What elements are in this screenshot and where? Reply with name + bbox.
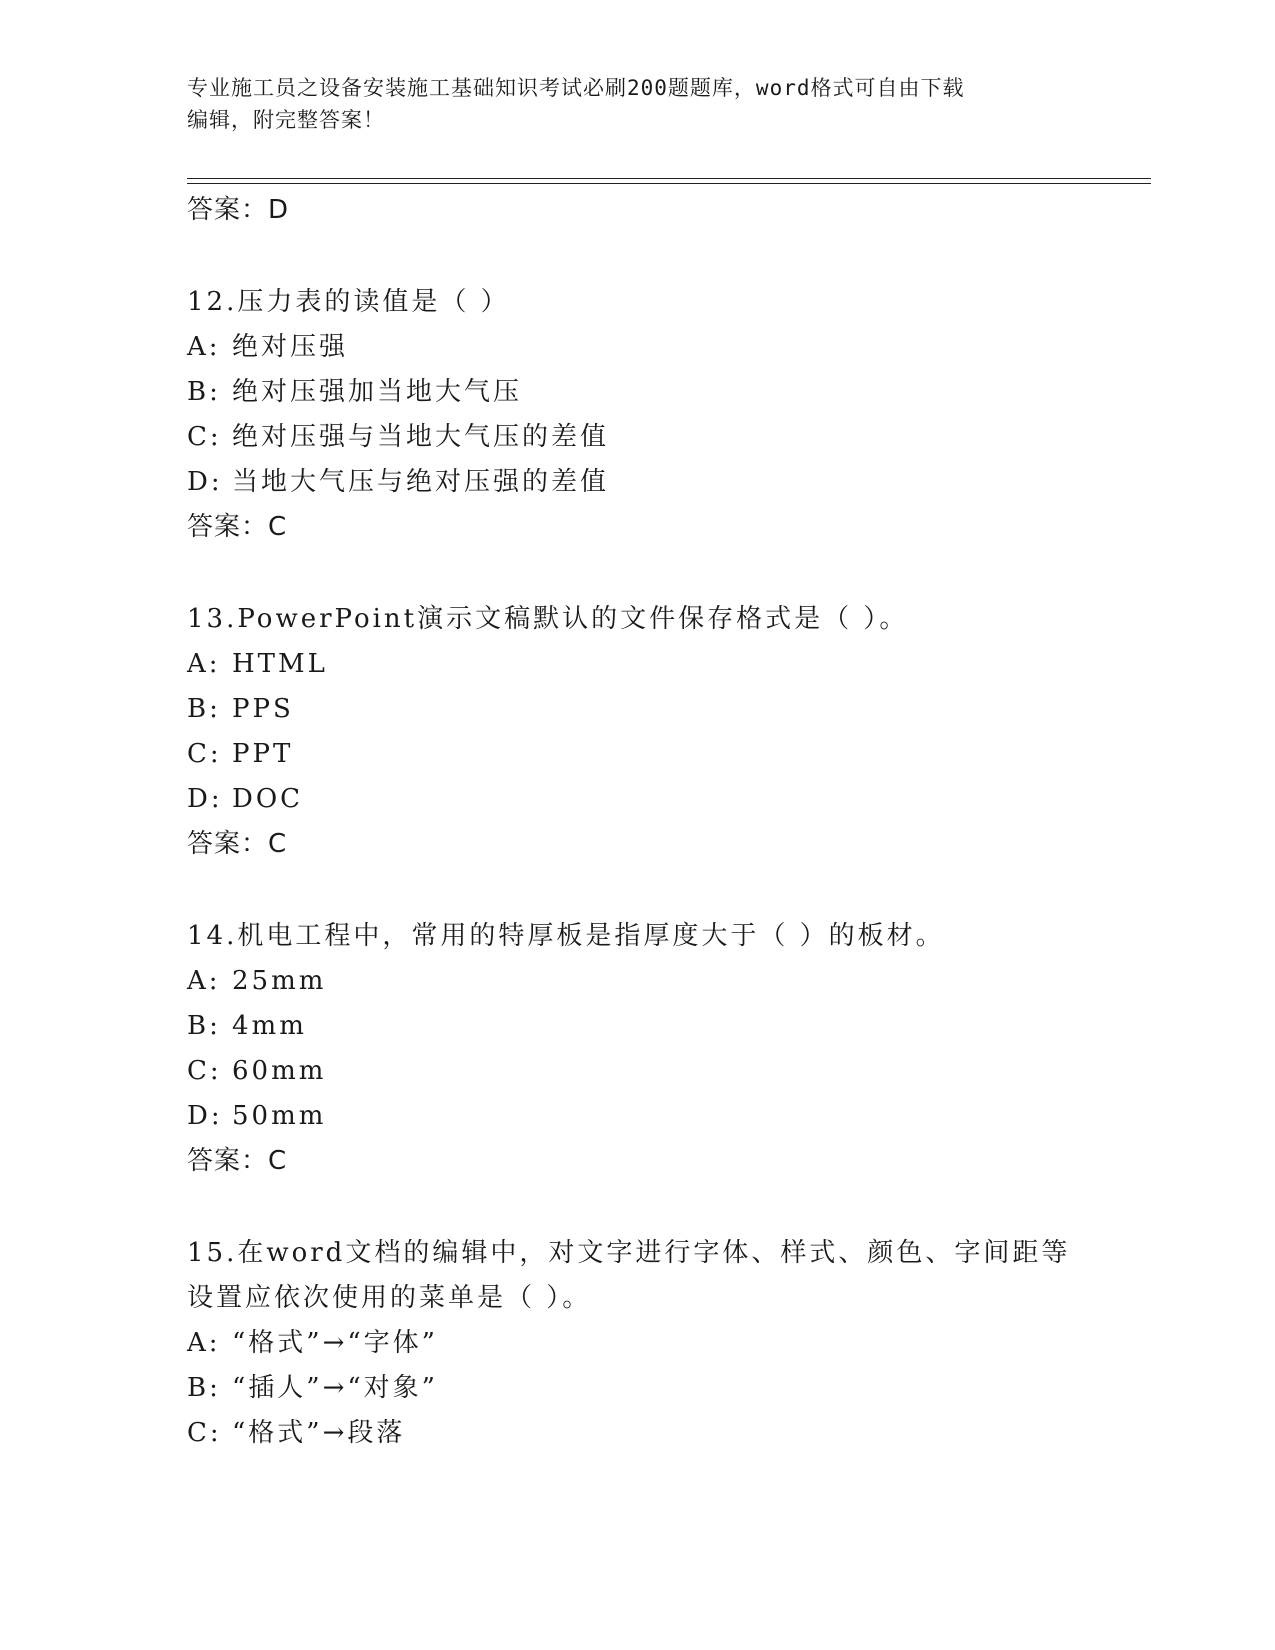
question-list [187,188,1147,1456]
question-stem: 15.在word文档的编辑中，对文字进行字体、样式、颜色、字间距等 [187,1238,1071,1268]
option-label: D: [187,784,223,814]
option-label: B: [187,1011,221,1041]
option-label: B: [187,1373,221,1403]
question-stem: 13.PowerPoint演示文稿默认的文件保存格式是（ ）。 [187,604,909,634]
option-label: C: [187,422,222,452]
answer-option [187,1004,1147,1049]
option-label: A: [187,649,221,679]
option-text: PPS [232,694,294,724]
option-label: C: [187,739,222,769]
question-stem: 14.机电工程中，常用的特厚板是指厚度大于（ ）的板材。 [187,921,945,951]
question-answer: 答案：C [187,512,288,542]
option-text: 4mm [232,1011,307,1041]
answer-option [187,1321,1147,1366]
option-text: “格式”→段落 [232,1418,406,1448]
option-label: C: [187,1056,222,1086]
option-text: 绝对压强 [232,332,349,362]
option-text: DOC [232,784,304,814]
option-text: 当地大气压与绝对压强的差值 [232,467,610,497]
option-label: A: [187,1328,221,1358]
question-spacer [187,550,1147,597]
answer-option [187,370,1147,415]
answer-option [187,959,1147,1004]
header-line-2: 编辑，附完整答案！ [187,108,385,132]
option-text: 绝对压强与当地大气压的差值 [232,422,610,452]
answer-option [187,1049,1147,1094]
answer-option [187,732,1147,777]
option-text: PPT [232,739,294,769]
header-rule-bottom [187,183,1151,184]
option-label: D: [187,1101,223,1131]
answer-option [187,325,1147,370]
document-header [187,72,1067,136]
option-text: 25mm [232,966,327,996]
option-label: A: [187,966,221,996]
question-block [187,914,1147,1184]
question-answer: 答案：C [187,829,288,859]
question-block [187,1231,1147,1456]
question-spacer [187,1184,1147,1231]
answer-option [187,642,1147,687]
option-label: C: [187,1418,222,1448]
question-block [187,597,1147,867]
option-label: A: [187,332,221,362]
option-label: B: [187,694,221,724]
option-text: 50mm [232,1101,327,1131]
answer-option [187,460,1147,505]
answer-option [187,1366,1147,1411]
answer-option [187,1411,1147,1456]
header-line-1: 专业施工员之设备安装施工基础知识考试必刷200题题库，word格式可自由下载 [187,76,965,100]
header-rule-top [187,178,1151,179]
answer-option [187,777,1147,822]
previous-answer: 答案：D [187,195,290,225]
answer-option [187,415,1147,460]
question-stem: 设置应依次使用的菜单是（ ）。 [187,1283,592,1313]
question-spacer [187,867,1147,914]
question-answer: 答案：C [187,1146,288,1176]
option-text: “插人”→“对象” [232,1373,438,1403]
question-spacer [187,233,1147,280]
option-text: HTML [232,649,328,679]
option-text: “格式”→“字体” [232,1328,438,1358]
question-stem: 12.压力表的读值是（ ） [187,287,510,317]
answer-option [187,687,1147,732]
option-label: D: [187,467,223,497]
question-block [187,280,1147,550]
answer-option [187,1094,1147,1139]
option-text: 60mm [232,1056,327,1086]
option-text: 绝对压强加当地大气压 [232,377,523,407]
option-label: B: [187,377,221,407]
